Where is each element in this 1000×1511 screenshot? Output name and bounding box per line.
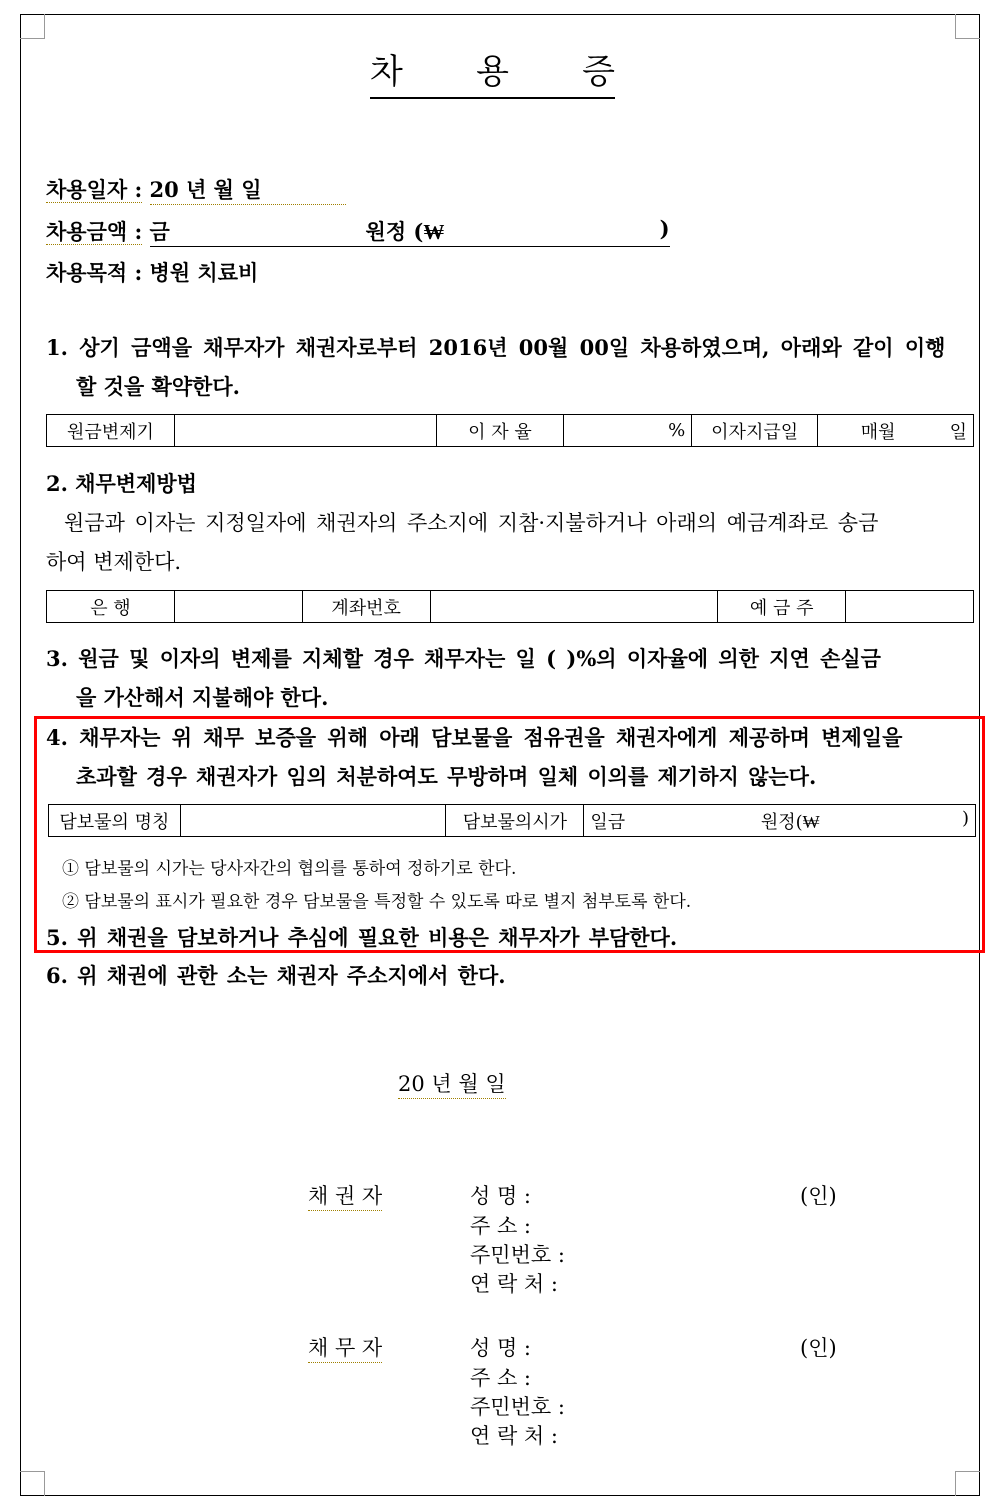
page-corner-mark	[20, 14, 45, 39]
bank-label: 은 행	[47, 591, 175, 623]
day-label: 일	[949, 421, 967, 443]
bank-value[interactable]	[174, 591, 302, 623]
page-corner-mark	[955, 14, 980, 39]
creditor-address-label: 주 소 :	[470, 1214, 531, 1238]
purpose-row	[46, 257, 258, 287]
debtor-seal: (인)	[800, 1336, 837, 1360]
bank-account-table	[46, 590, 974, 623]
document-title	[370, 44, 615, 99]
amount-won-label: 원정 (₩	[365, 219, 445, 244]
amount-prefix: 금	[149, 219, 170, 244]
account-holder-value[interactable]	[846, 591, 974, 623]
debtor-phone-label: 연 락 처 :	[470, 1424, 558, 1448]
amount-label: 차용금액 :	[46, 219, 143, 244]
title-char: 차	[370, 52, 403, 92]
creditor-name-label: 성 명 :	[470, 1184, 531, 1208]
clause-6: 6. 위 채권에 관한 소는 채권자 주소지에서 한다.	[46, 963, 506, 988]
creditor-seal: (인)	[800, 1184, 837, 1208]
account-holder-label: 예 금 주	[718, 591, 846, 623]
amount-line	[150, 216, 670, 247]
title-char: 용	[476, 52, 509, 92]
collateral-amount-prefix: 일금	[590, 811, 626, 833]
account-number-value[interactable]	[430, 591, 718, 623]
collateral-value-field[interactable]	[584, 805, 976, 837]
debtor-id-label: 주민번호 :	[470, 1395, 565, 1419]
collateral-value-label: 담보물의시가	[446, 805, 584, 837]
page-corner-mark	[955, 1471, 980, 1496]
clause-3-line-1: 3. 원금 및 이자의 변제를 지체할 경우 채무자는 일 ( )%의 이자율에 의한 지연 손실금	[46, 646, 881, 671]
collateral-name-value[interactable]	[180, 805, 446, 837]
amount-close-paren: )	[659, 216, 670, 241]
clause-2-line-1: 원금과 이자는 지정일자에 채권자의 주소지에 지참·지불하거나 아래의 예금계좌로 송금	[64, 511, 879, 535]
interest-pay-day-value[interactable]	[818, 415, 974, 447]
title-char: 증	[582, 52, 615, 92]
collateral-note-2: ② 담보물의 표시가 필요한 경우 담보물을 특정할 수 있도록 따로 별지 첨부토록 한다.	[62, 892, 692, 912]
clause-2-line-2: 하여 변제한다.	[46, 550, 182, 574]
creditor-label: 채 권 자	[308, 1180, 382, 1211]
clause-2-heading: 2. 채무변제방법	[46, 471, 197, 496]
debtor-address-label: 주 소 :	[470, 1366, 531, 1390]
purpose-value: 병원 치료비	[149, 260, 259, 285]
date-value: 20 년 월 일	[150, 174, 346, 205]
account-number-label: 계좌번호	[302, 591, 430, 623]
clause-4-line-1: 4. 채무자는 위 채무 보증을 위해 아래 담보물을 점유권을 채권자에게 제공하며 변제일을	[46, 725, 903, 750]
interest-pay-day-label: 이자지급일	[692, 415, 818, 447]
clause-4-line-2: 초과할 경우 채권자가 임의 처분하여도 무방하며 일체 이의를 제기하지 않는다.	[76, 764, 817, 789]
clause-1-line-1: 1. 상기 금액을 채무자가 채권자로부터 2016년 00월 00일 차용하였으며, 아래와 같이 이행	[46, 335, 946, 360]
clause-3-line-2: 을 가산해서 지불해야 한다.	[76, 685, 329, 710]
collateral-name-label: 담보물의 명칭	[49, 805, 181, 837]
date-row	[46, 174, 346, 205]
debtor-name-label: 성 명 :	[470, 1336, 531, 1360]
collateral-note-1: ① 담보물의 시가는 당사자간의 협의를 통하여 정하기로 한다.	[62, 859, 517, 879]
debtor-label: 채 무 자	[308, 1332, 382, 1363]
page-corner-mark	[20, 1471, 45, 1496]
collateral-won-label: 원정(₩	[760, 811, 820, 833]
repayment-table	[46, 414, 974, 447]
principal-due-value[interactable]	[174, 415, 436, 447]
monthly-label: 매월	[860, 421, 896, 443]
interest-rate-value[interactable]: %	[564, 415, 692, 447]
creditor-id-label: 주민번호 :	[470, 1243, 565, 1267]
interest-rate-label: 이 자 율	[436, 415, 564, 447]
collateral-table	[48, 804, 976, 837]
date-label: 차용일자 :	[46, 177, 143, 202]
clause-1-line-2: 할 것을 확약한다.	[76, 374, 240, 399]
creditor-phone-label: 연 락 처 :	[470, 1272, 558, 1296]
collateral-close-paren: )	[961, 807, 969, 829]
signing-date: 20 년 월 일	[398, 1068, 506, 1099]
amount-row	[46, 216, 670, 247]
clause-5: 5. 위 채권을 담보하거나 추심에 필요한 비용은 채무자가 부담한다.	[46, 925, 678, 950]
purpose-label: 차용목적 :	[46, 260, 143, 285]
principal-due-label: 원금변제기	[47, 415, 175, 447]
